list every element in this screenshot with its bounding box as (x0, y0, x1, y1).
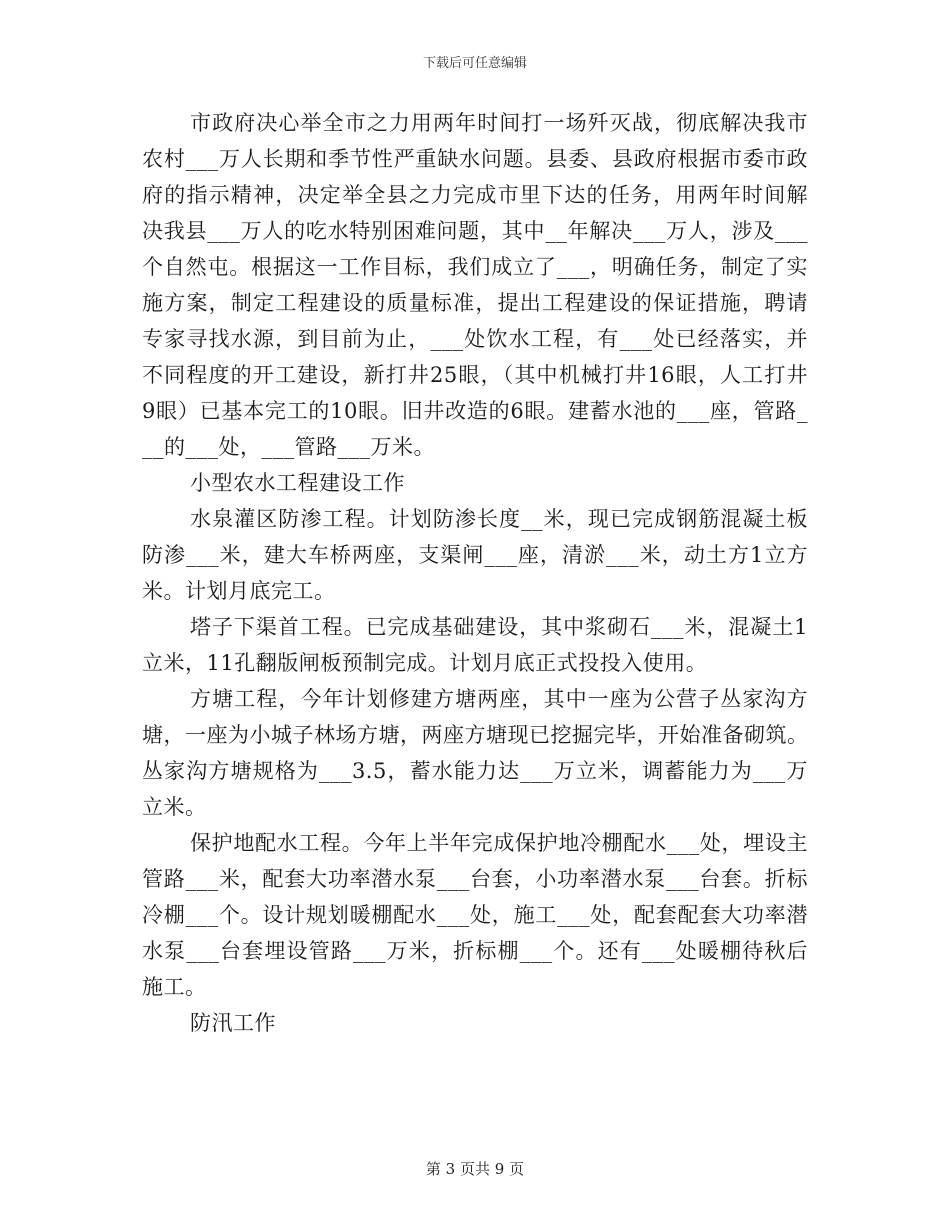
text-line: 立米。 (142, 795, 207, 819)
text-line: 施方案，制定工程建设的质量标准，提出工程建设的保证措施，聘请 (142, 291, 808, 315)
text-line: 9眼）已基本完工的10眼。旧井改造的6眼。建蓄水池的___座，管路_ (142, 399, 808, 423)
paragraph (142, 110, 808, 470)
text-line: 方塘工程，今年计划修建方塘两座，其中一座为公营子丛家沟方 (190, 687, 808, 711)
paragraph (142, 1010, 808, 1046)
paragraph (142, 614, 808, 686)
text-line: 防渗___米，建大车桥两座，支渠闸___座，清淤___米，动土方1立方 (142, 543, 808, 567)
text-line: 塘，一座为小城子林场方塘，两座方塘现已挖掘完毕，开始准备砌筑。 (142, 723, 809, 747)
text-line: 米。计划月底完工。 (142, 579, 336, 603)
text-line: 个自然屯。根据这一工作目标，我们成立了___，明确任务，制定了实 (142, 255, 808, 279)
text-line: 市政府决心举全市之力用两年时间打一场歼灭战，彻底解决我市 (190, 111, 808, 135)
text-line: 塔子下渠首工程。已完成基础建设，其中浆砌石___米，混凝土1 (190, 615, 808, 639)
page-footer: 第 3 页共 9 页 (425, 1160, 525, 1178)
text-line: 决我县___万人的吃水特别困难问题，其中__年解决___万人，涉及___ (142, 219, 808, 243)
text-line: 冷棚___个。设计规划暖棚配水___处，施工___处，配套配套大功率潜 (142, 903, 808, 927)
text-line: 府的指示精神，决定举全县之力完成市里下达的任务，用两年时间解 (142, 183, 808, 207)
document-body (142, 110, 808, 1046)
paragraph (142, 830, 808, 1010)
text-line: 立米，11孔翻版闸板预制完成。计划月底正式投投入使用。 (142, 651, 708, 675)
text-line: 水泵___台套埋设管路___万米，折标棚___个。还有___处暖棚待秋后 (142, 939, 808, 963)
text-line: 丛家沟方塘规格为___3.5，蓄水能力达___万立米，调蓄能力为___万 (142, 759, 808, 783)
text-line: 防汛工作 (190, 1011, 276, 1035)
text-line: 施工。 (142, 975, 207, 999)
text-line: __的___处，___管路___万米。 (142, 435, 435, 459)
text-line: 农村___万人长期和季节性严重缺水问题。县委、县政府根据市委市政 (142, 147, 808, 171)
text-line: 水泉灌区防渗工程。计划防渗长度__米，现已完成钢筋混凝土板 (190, 507, 808, 531)
paragraph (142, 470, 808, 506)
text-line: 不同程度的开工建设，新打井25眼，（其中机械打井16眼，人工打井 (142, 363, 808, 387)
paragraph (142, 686, 808, 830)
text-line: 管路___米，配套大功率潜水泵___台套，小功率潜水泵___台套。折标 (142, 867, 808, 891)
text-line: 专家寻找水源，到目前为止，___处饮水工程，有___处已经落实，并 (142, 327, 808, 351)
text-line: 小型农水工程建设工作 (190, 471, 405, 495)
page-header: 下载后可任意编辑 (422, 56, 527, 71)
text-line: 保护地配水工程。今年上半年完成保护地冷棚配水___处，埋设主 (190, 831, 808, 855)
paragraph (142, 506, 808, 614)
